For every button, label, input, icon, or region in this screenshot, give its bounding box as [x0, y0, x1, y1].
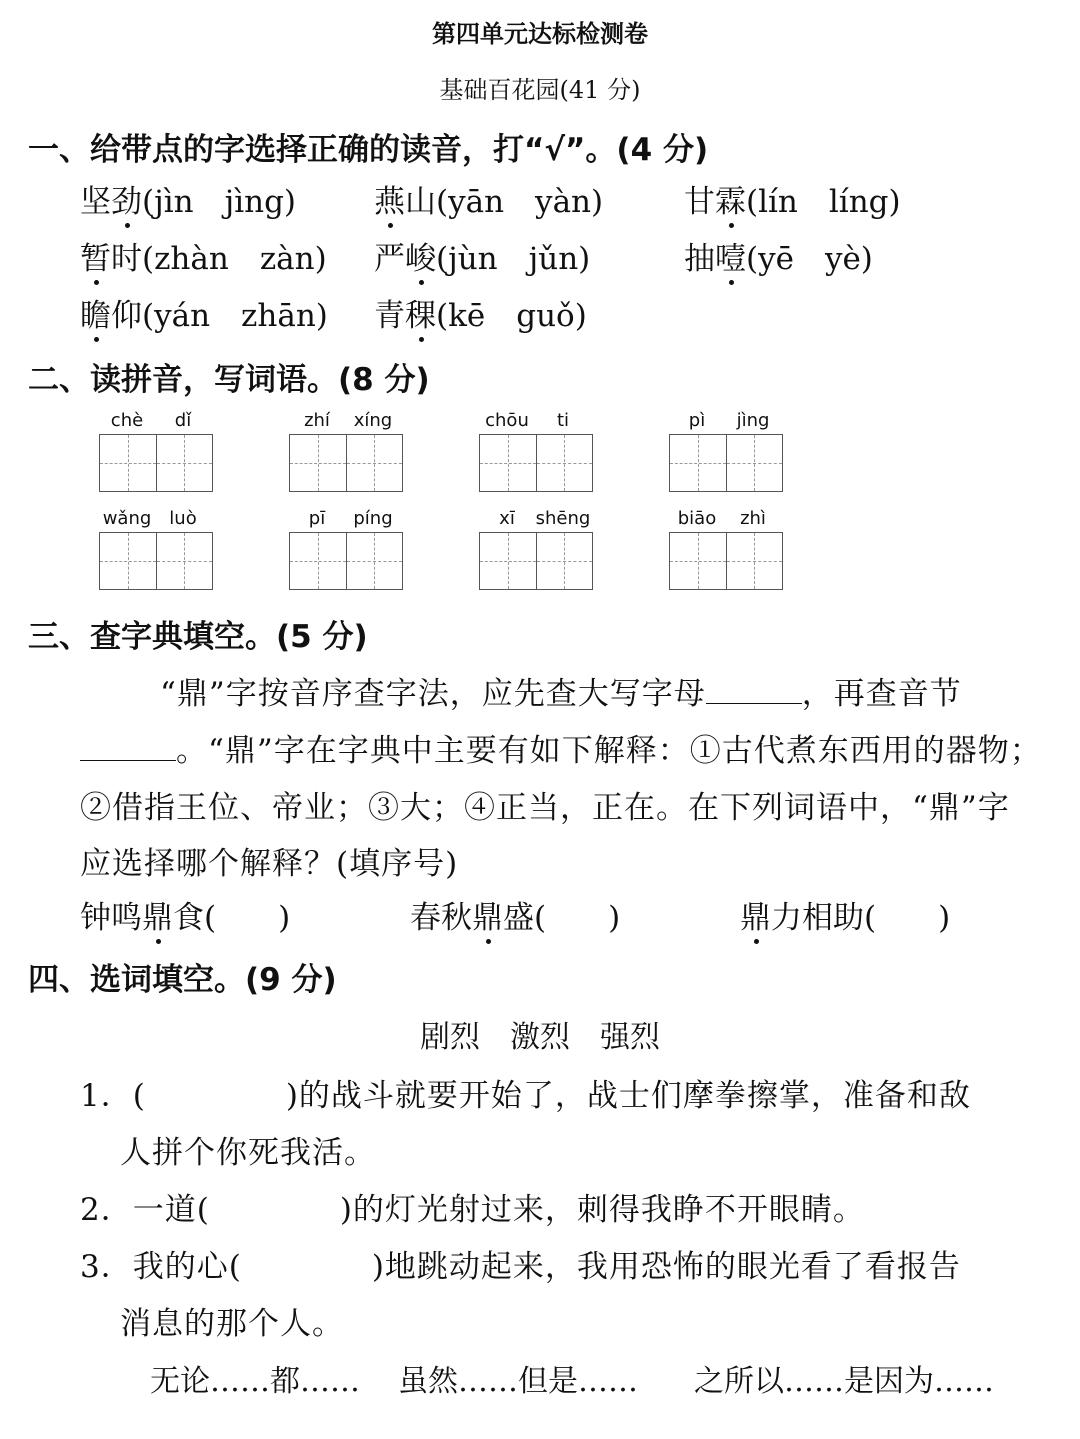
dotted-char: 稞	[405, 290, 436, 335]
pinyin-label: shēng	[535, 508, 591, 529]
writing-grid[interactable]	[99, 434, 213, 492]
pinyin-label: dǐ	[174, 410, 192, 431]
answer-blank[interactable]	[80, 734, 176, 761]
conjunction-choice-3: 之所以……是因为……	[694, 1364, 994, 1399]
dotted-char: 暂	[80, 233, 111, 278]
pinyin-box-group	[479, 508, 593, 592]
section1-heading: 一、给带点的字选择正确的读音，打“√”。(4 分)	[28, 132, 709, 168]
s1-item-7: 瞻仰(yán zhān)	[80, 290, 328, 335]
pinyin-box-group	[669, 410, 783, 494]
s1-item-6: 抽噎(yē yè)	[684, 233, 873, 278]
writing-grid[interactable]	[99, 532, 213, 590]
pinyin-box-group	[289, 508, 403, 592]
answer-paren[interactable]: ( )	[204, 900, 291, 936]
s3-word-2: 春秋鼎盛( )	[410, 892, 620, 937]
s4-question-3: 3．我的心( )地跳动起来，我用恐怖的眼光看了看报告	[80, 1249, 961, 1285]
dotted-char: 燕	[374, 176, 405, 221]
s4-question-1: 1．( )的战斗就要开始了，战士们摩拳擦掌，准备和敌	[80, 1078, 971, 1114]
s3-paragraph-line2: 。“鼎”字在字典中主要有如下解释：①古代煮东西用的器物；	[80, 725, 1042, 770]
s3-word-3: 鼎力相助( )	[740, 892, 950, 937]
dotted-char: 霖	[715, 176, 746, 221]
dotted-char: 劲	[111, 176, 142, 221]
pinyin-label: ti	[556, 410, 570, 431]
pinyin-label: biāo	[677, 508, 717, 529]
answer-paren[interactable]: ( )	[534, 900, 621, 936]
pinyin-label: xī	[499, 508, 515, 529]
dotted-char: 瞻	[80, 290, 111, 335]
conjunction-choice-2: 虽然……但是……	[398, 1364, 638, 1399]
dotted-char: 峻	[405, 233, 436, 278]
pinyin-label: chōu	[485, 410, 529, 431]
s4-question-1-line2: 人拼个你死我活。	[120, 1135, 376, 1171]
answer-blank[interactable]	[706, 677, 802, 704]
pinyin-label: wǎng	[102, 508, 152, 529]
s1-item-3: 甘霖(lín líng)	[684, 176, 901, 221]
pinyin-box-group	[289, 410, 403, 494]
s1-item-1: 坚劲(jìn jìng)	[80, 176, 296, 221]
conjunction-choice-1: 无论……都……	[150, 1364, 360, 1399]
s4-question-2: 2．一道( )的灯光射过来，刺得我睁不开眼睛。	[80, 1192, 865, 1228]
s1-item-4: 暂时(zhàn zàn)	[80, 233, 327, 278]
s3-paragraph-line1: “鼎”字按音序查字法，应先查大写字母 ，再查音节	[160, 676, 962, 712]
s3-paragraph-line3: ②借指王位、帝业；③大；④正当，正在。在下列词语中，“鼎”字	[80, 790, 1010, 826]
dotted-char: 鼎	[472, 892, 503, 937]
pinyin-label: xíng	[353, 410, 393, 431]
writing-grid[interactable]	[289, 434, 403, 492]
dotted-char: 噎	[715, 233, 746, 278]
pinyin-box-group	[99, 508, 213, 592]
s3-word-1: 钟鸣鼎食( )	[80, 892, 290, 937]
pinyin-label: zhì	[740, 508, 766, 529]
page-subtitle: 基础百花园(41 分)	[439, 76, 641, 104]
writing-grid[interactable]	[669, 434, 783, 492]
word-choices: 剧烈 激烈 强烈	[420, 1020, 660, 1055]
section3-heading: 三、查字典填空。(5 分)	[28, 619, 368, 655]
writing-grid[interactable]	[479, 532, 593, 590]
pinyin-label: pī	[308, 508, 326, 529]
writing-grid[interactable]	[289, 532, 403, 590]
pinyin-box-group	[669, 508, 783, 592]
pinyin-label: píng	[353, 508, 393, 529]
pinyin-label: luò	[169, 508, 197, 529]
s4-question-3-line2: 消息的那个人。	[120, 1306, 344, 1342]
section2-heading: 二、读拼音，写词语。(8 分)	[28, 362, 430, 398]
dotted-char: 鼎	[740, 892, 771, 937]
section4-heading: 四、选词填空。(9 分)	[28, 962, 337, 998]
pinyin-box-group	[479, 410, 593, 494]
page-title: 第四单元达标检测卷	[432, 20, 648, 48]
answer-paren[interactable]: ( )	[864, 900, 951, 936]
pinyin-label: pì	[688, 410, 706, 431]
writing-grid[interactable]	[479, 434, 593, 492]
pinyin-label: zhí	[304, 410, 330, 431]
s1-item-5: 严峻(jùn jǔn)	[374, 233, 590, 278]
pinyin-box-group	[99, 410, 213, 494]
s1-item-8: 青稞(kē guǒ)	[374, 290, 587, 335]
dotted-char: 鼎	[142, 892, 173, 937]
writing-grid[interactable]	[669, 532, 783, 590]
s1-item-2: 燕山(yān yàn)	[374, 176, 603, 221]
pinyin-label: chè	[110, 410, 144, 431]
pinyin-label: jìng	[736, 410, 770, 431]
s3-paragraph-line4: 应选择哪个解释？(填序号)	[80, 846, 459, 882]
